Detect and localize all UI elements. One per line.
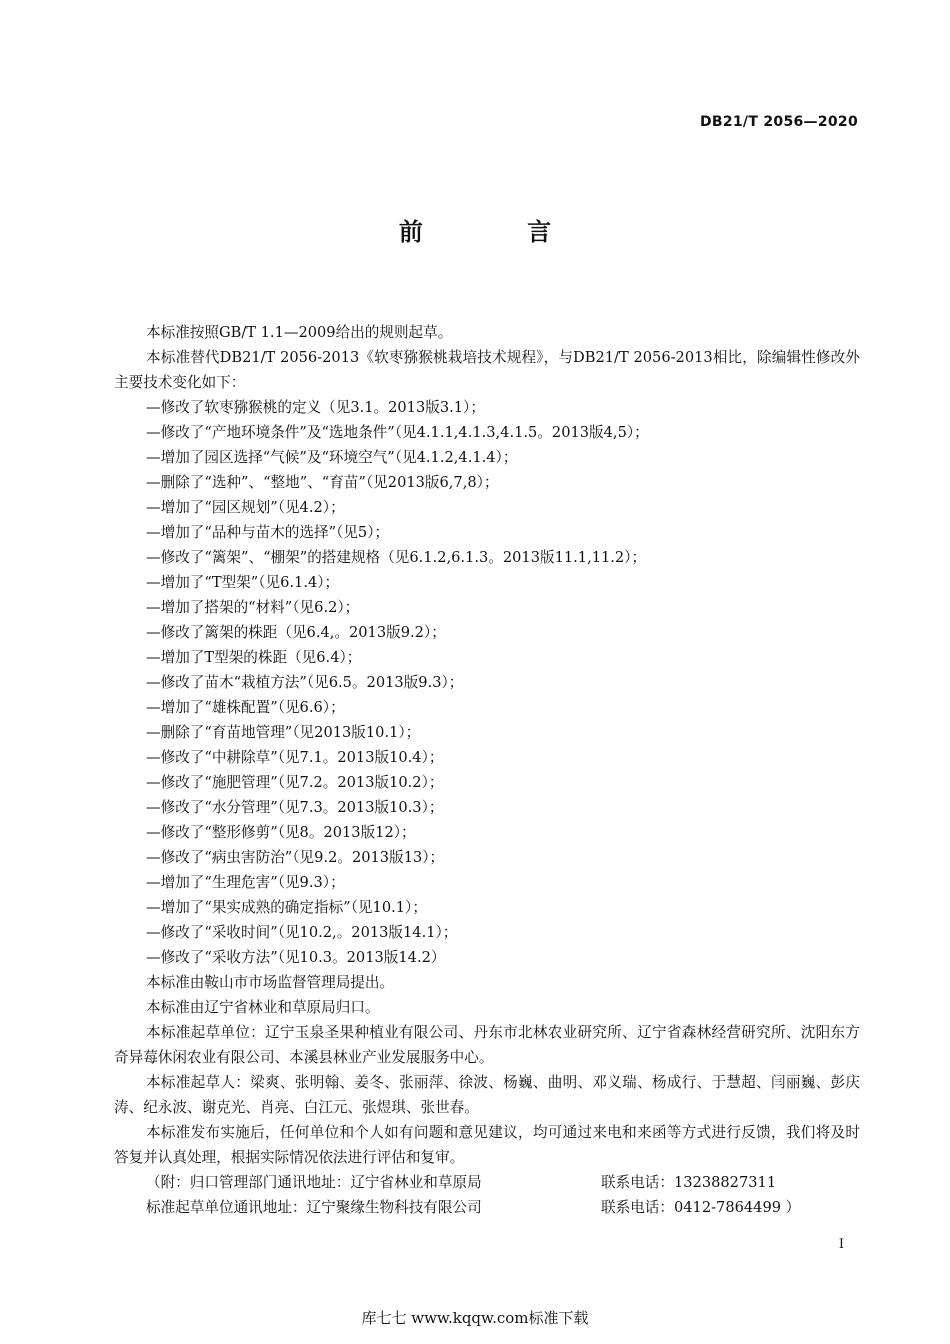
list-item: —修改了篱架的株距（见6.4,。2013版9.2）； [146,624,446,641]
contact-row [114,1195,860,1220]
list-item: —增加了T型架的株距（见6.4）； [146,649,362,666]
centralizer-paragraph: 本标准由辽宁省林业和草原局归口。 [146,999,380,1016]
footer-watermark: 库七七 www.kqqw.com标准下载 [361,1309,589,1327]
list-item: —修改了“水分管理”（见7.3。2013版10.3）； [146,799,444,816]
list-item: —删除了“育苗地管理”（见2013版10.1）； [146,724,421,741]
list-item: —修改了软枣猕猴桃的定义（见3.1。2013版3.1）； [146,399,485,416]
list-item: —修改了“产地环境条件”及“选地条件”（见4.1.1,4.1.3,4.1.5。2013版4,5）； [146,424,649,441]
list-item: —增加了搭架的“材料”（见6.2）； [146,599,360,616]
feedback-paragraph: 本标准发布实施后，任何单位和个人如有问题和意见建议，均可通过来电和来函等方式进行反馈，我们将及时答复并认真处理，根据实际情况依法进行评估和复审。 [114,1124,860,1166]
list-item: —删除了“选种”、“整地”、“育苗”（见2013版6,7,8）； [146,474,499,491]
list-item: —增加了“生理危害”（见9.3）； [146,874,345,891]
list-item: —修改了“病虫害防治”（见9.2。2013版13）； [146,849,445,866]
list-item: —修改了“中耕除草”（见7.1。2013版10.4）； [146,749,444,766]
list-item: —修改了“施肥管理”（见7.2。2013版10.2）； [146,774,444,791]
page-title: 前 言 [398,218,600,246]
list-item: —修改了苗木“栽植方法”（见6.5。2013版9.3）； [146,674,464,691]
list-item: —增加了“T型架”（见6.1.4）； [146,574,340,591]
list-item: —修改了“整形修剪”（见8。2013版12）； [146,824,416,841]
list-item: —增加了“果实成熟的确定指标”（见10.1）； [146,899,427,916]
intro-paragraph: 本标准替代DB21/T 2056-2013《软枣猕猴桃栽培技术规程》，与DB21/T 2056-2013相比，除编辑性修改外主要技术变化如下： [114,349,860,391]
intro-paragraph: 本标准按照GB/T 1.1—2009给出的规则起草。 [146,324,453,341]
page-number: I [838,1237,844,1252]
proposer-paragraph: 本标准由鞍山市市场监督管理局提出。 [146,974,395,991]
document-body [114,320,860,1220]
contact-address: 标准起草单位通讯地址：辽宁聚缘生物科技有限公司 [146,1199,482,1216]
drafting-units-paragraph: 本标准起草单位：辽宁玉泉圣果种植业有限公司、丹东市北林农业研究所、辽宁省森林经营研究所、沈阳东方奇异莓休闲农业有限公司、本溪县林业产业发展服务中心。 [114,1024,860,1066]
list-item: —增加了园区选择“气候”及“环境空气”（见4.1.2,4.1.4）； [146,449,518,466]
list-item: —增加了“品种与苗木的选择”（见5）； [146,524,390,541]
list-item: —修改了“采收方法”（见10.3。2013版14.2） [146,949,446,966]
contact-phone: 联系电话：13238827311 [601,1174,777,1191]
list-item: —修改了“篱架”、“棚架”的搭建规格（见6.1.2,6.1.3。2013版11.1,11.2）； [146,549,647,566]
contact-phone: 联系电话：0412-7864499 ） [601,1199,801,1216]
changes-list [114,395,860,970]
list-item: —增加了“雄株配置”（见6.6）； [146,699,345,716]
list-item: —增加了“园区规划”（见4.2）； [146,499,345,516]
standard-number: DB21/T 2056—2020 [699,114,858,130]
contact-row [114,1170,860,1195]
list-item: —修改了“采收时间”（见10.2,。2013版14.1）； [146,924,458,941]
drafters-paragraph: 本标准起草人：梁爽、张明翰、姜冬、张丽萍、徐波、杨巍、曲明、邓义瑞、杨成行、于慧超、闫丽巍、彭庆涛、纪永波、谢克光、肖亮、白江元、张煜琪、张世春。 [114,1074,860,1116]
contact-address: （附：归口管理部门通讯地址：辽宁省林业和草原局 [146,1174,482,1191]
